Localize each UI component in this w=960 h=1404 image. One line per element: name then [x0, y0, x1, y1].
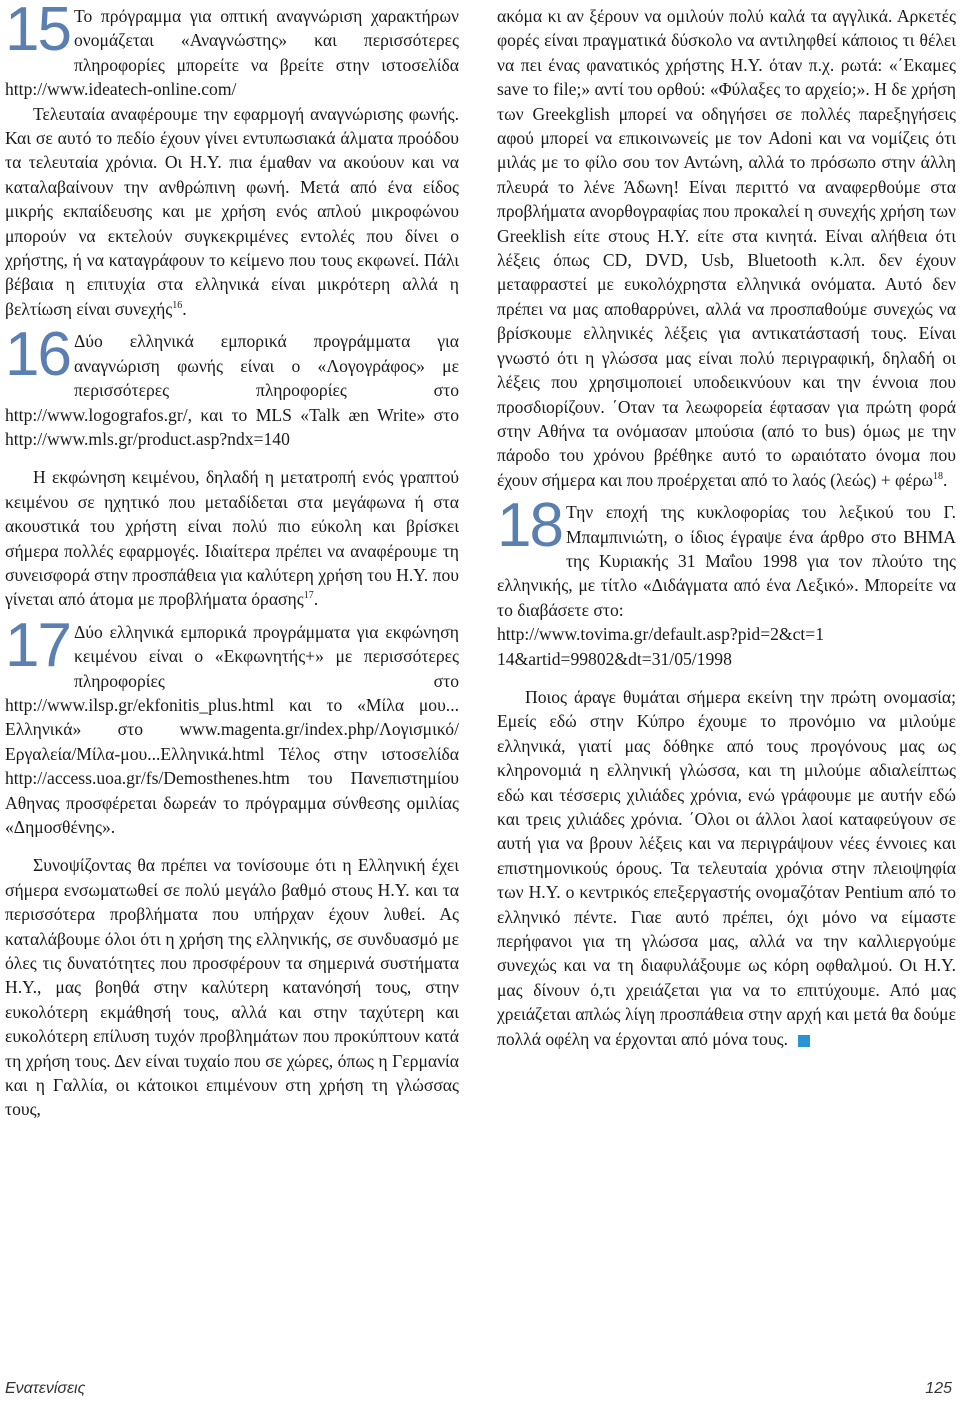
footnote-number: 17 [5, 610, 70, 680]
end-of-article-mark [798, 1035, 810, 1047]
paragraph-text: Συνοψίζοντας θα πρέπει να τονίσουμε ότι η Ελληνική έχει σήμερα ενσωματωθεί σε πολύ μεγάλο βαθμό στους Η.Υ. και τα περισσότερα προβλήματα που υπήρχαν έχουν λυθεί. Ας καταλάβουμε όλοι ότι η χρήση της ελληνικής, σε συνδυασμό με όλες τις δυνατότητες που προσφέρουν τα σημερινά συστήματα Η.Υ., μας βοηθά στην καλύτερη κατανόησή τους, στην ευκολότερη εκμάθησή τους, αλλά και στην ταχύτερη και ευκολότερη επίλυση τυχόν προβλημάτων που προκύπτουν κατά τη χρήση τους. Δεν είναι τυχαίο που σε χώρες, όπως η Γερμανία και η Γαλλία, οι κάτοικοι επιμένουν στη χρήση τη γλώσσας τους, [5, 855, 459, 1120]
footnote-ref: 16 [172, 300, 183, 312]
footnote-17 [5, 610, 459, 840]
paragraph-text: Η εκφώνηση κειμένου, δηλαδή η μετατροπή ενός γραπτού κειμένου σε ηχητικό που μεταδίδεται στα μεγάφωνα ή στα ακουστικά του χρήστη είναι πολύ πιο εύκολη και βρίσκει σήμερα πολλές εφαρμογές. Ιδιαίτερα πρέπει να αναφέρουμε τη συνεισφορά στην προσπάθεια για καλύτερη χρήση του Η.Υ. που γίνεται από άτομα με προβλήματα όρασης [5, 467, 459, 610]
body-paragraph [497, 685, 956, 1051]
footnote-text: Δύο ελληνικά εμπορικά προγράμματα για εκφώνηση κειμένου είναι ο «Εκφωνητής+» με περισσότερες πληροφορίες στο http://www.ilsp.gr/ekfonitis_plus.html και το «Μίλα μου... Ελληνικά» στο www.magenta.gr/index.php/Λογισμικό/Εργαλεία/Μίλα-μου...Ελληνικά.html Τέλος στην ιστοσελίδα http://access.uoa.gr/fs/Demosthenes.htm του Πανεπιστημίου Αθηνας προσφέρεται δωρεάν το πρόγραμμα σύνθεσης ομιλίας «Δημοσθένης». [5, 621, 459, 837]
footnote-text: Την εποχή της κυκλοφορίας του λεξικού του Γ. Μπαμπινιώτη, ο ίδιος έγραψε ένα άρθρο στο ΒΗΜΑ της Κυριακής 31 Μαΐου 1998 για τον πλούτο της ελληνικής, με τίτλο «Διδάγματα από ένα Λεξικό». Μπορείτε να το διαβάσετε στο: [497, 502, 956, 620]
footnote-text: Το πρόγραμμα για οπτική αναγνώριση χαρακτήρων ονομάζεται «Αναγνώστης» και περισσότερες πληροφορίες μπορείτε να βρείτε στην ιστοσελίδα http://www.ideatech-online.com/ [5, 6, 459, 100]
footnote-ref: 17 [303, 590, 314, 602]
footnote-15 [5, 0, 459, 102]
left-column [5, 0, 459, 1122]
publication-title: Ενατενίσεις [5, 1380, 86, 1397]
page-number: 125 [925, 1380, 952, 1397]
right-column [497, 4, 956, 1051]
body-paragraph: Τελευταία αναφέρουμε την εφαρμογή αναγνώρισης φωνής. Και σε αυτό το πεδίο έχουν γίνει εντυπωσιακά άλματα προόδου τα τελευταία χρόνια. Οι Η.Υ. πια έμαθαν να ακούουν και να καταλαβαίνουν την ανθρώπινη φωνή. Μετά από ένα είδος μικρής εκπαίδευσης και με χρήση ενός απλού μικροφώνου μπορούν να εκτελούν συγκεκριμένες εντολές που δίνει ο χρήστης, ή να καταγράφουν το κείμενο που τους εκφωνεί. Πάλι βέβαια η επιτυχία στα ελληνικά είναι μικρότερη αλλά η βελτίωση είναι συνεχής$^{16}$. [5, 103, 459, 319]
paragraph-text: Ποιος άραγε θυμάται σήμερα εκείνη την πρώτη ονομασία; Εμείς εδώ στην Κύπρο έχουμε το προνόμιο να μιλούμε ελληνικά, γιατί μας δόθηκε από τους προγόνους μας ως κληρονομιά η ελληνική γλώσσα, και τη μιλούμε αδιαλείπτως εδώ και τέσσερις χιλιάδες χρόνια, ενώ γράφουμε με αυτήν εδώ και τρεις χιλιάδες χρόνια. ΄Ολοι οι άλλοι λαοί καταφεύγουν σε αυτή για να βρουν λέξεις και να περιγράψουν νέες έννοιες και επιστημονικούς όρους. Τα τελευταία χρόνια στην πλειοψηφία των Η.Υ. ο κεντρικός επεξεργαστής ονομαζόταν Pentium από το ελληνικό πέντε. Γιαε αυτό πρέπει, όχι μόνο να είμαστε περήφανοι για τη γλώσσα μας, αλλά να την καλλιεργούμε συνεχώς και να τη διαφυλάξουμε ως κόρη οφθαλμού. Οι Η.Υ. μας δίνουν ό,τι χρειάζεται για να το επιτύχουμε. Από μας χρειάζεται απλώς λίγη προσπάθεια στην αρχή και μετά θα δούμε πολλά οφέλη να έρχονται από μόνα τους. [497, 686, 956, 1049]
paragraph-text: ακόμα κι αν ξέρουν να ομιλούν πολύ καλά τα αγγλικά. Αρκετές φορές είναι πραγματικά δύσκολο να αντιληφθεί κάποιος τι θέλει να πει ένας φανατικός χρήστης Η.Υ. όταν π.χ. ρωτά: «΄Εκαμες save το file;» αντί του ορθού: «Φύλαξες το αρχείο;». Η δε χρήση των Greekglish μπορεί να οδηγήσει σε πολλές παρεξηγήσεις αφού μπορεί να επικοινωνείς με τον Adoni και να νομίζεις ότι μιλάς με το φίλο σου τον Αντώνη, αλλά το πρόσωπο στην άλλη πλευρά το λένε Άδωνη! Είναι περιττό να αναφερθούμε στα προβλήματα ανορθογραφίας που προκαλεί η συνεχής χρήση των Greeklish είτε στους Η.Υ. είτε στα κινητά. Είναι αλήθεια ότι λέξεις όπως CD, DVD, Usb, Bluetooth κ.λπ. δεν έχουν μεταφραστεί με ευκολόχρηστα ελληνικά ονόματα. Αυτό δεν πρέπει να μας αποθαρρύνει, αλλά να προσπαθούμε συνεχώς να βρίσκουμε ελληνικές λέξεις για αντικατάστασή τους. Είναι γνωστό ότι η γλώσσα μας είναι πολύ περιγραφική, δηλαδή οι λέξεις που χρησιμοποιεί υποδεικνύουν και την έννοια που προσδιορίζουν. ΄Οταν τα λεωφορεία έφτασαν για πρώτη φορά στην Αθήνα τα ονόμασαν μπούσια (από το bus) όμως με την πάροδο του χρόνου βρέθηκε αυτό το ωραιότατο όνομα που έχουν σήμερα και που προέρχεται από το λαός (λεώς) + φέρω [497, 6, 956, 490]
footnote-number: 18 [497, 491, 562, 561]
footnote-18 [497, 491, 956, 671]
footnote-number: 15 [5, 0, 70, 64]
body-paragraph: Η εκφώνηση κειμένου, δηλαδή η μετατροπή ενός γραπτού κειμένου σε ηχητικό που μεταδίδεται στα μεγάφωνα ή στα ακουστικά του χρήστη είναι πολύ πιο εύκολη και βρίσκει σήμερα πολλές εφαρμογές. Ιδιαίτερα πρέπει να αναφέρουμε τη συνεισφορά στην προσπάθεια για καλύτερη χρήση του Η.Υ. που γίνεται από άτομα με προβλήματα όρασης$^{17}$. [5, 467, 459, 610]
footnote-number: 16 [5, 320, 70, 390]
footnote-ref: 18 [932, 470, 943, 482]
footnote-16 [5, 320, 459, 451]
footnote-url[interactable]: http://www.tovima.gr/default.asp?pid=2&ct=1 14&artid=99802&dt=31/05/1998 [497, 624, 825, 669]
body-paragraph [5, 853, 459, 1121]
body-paragraph: ακόμα κι αν ξέρουν να ομιλούν πολύ καλά τα αγγλικά. Αρκετές φορές είναι πραγματικά δύσκολο να αντιληφθεί κάποιος τι θέλει να πει ένας φανατικός χρήστης Η.Υ. όταν π.χ. ρωτά: «΄Εκαμες save το file;» αντί του ορθού: «Φύλαξες το αρχείο;». Η δε χρήση των Greekglish μπορεί να οδηγήσει σε πολλές παρεξηγήσεις αφού μπορεί να επικοινωνείς με τον Adoni και να νομίζεις ότι μιλάς με το φίλο σου τον Αντώνη, αλλά το πρόσωπο στην άλλη πλευρά το λένε Άδωνη! Είναι περιττό να αναφερθούμε στα προβλήματα ανορθογραφίας που προκαλεί η συνεχής χρήση των Greeklish είτε στους Η.Υ. είτε στα κινητά. Είναι αλήθεια ότι λέξεις όπως CD, DVD, Usb, Bluetooth κ.λπ. δεν έχουν μεταφραστεί με ευκολόχρηστα ελληνικά ονόματα. Αυτό δεν πρέπει να μας αποθαρρύνει, αλλά να προσπαθούμε συνεχώς να βρίσκουμε ελληνικές λέξεις για αντικατάστασή τους. Είναι γνωστό ότι η γλώσσα μας είναι πολύ περιγραφική, δηλαδή οι λέξεις που χρησιμοποιεί υποδεικνύουν και την έννοια που προσδιορίζουν. ΄Οταν τα λεωφορεία έφτασαν για πρώτη φορά στην Αθήνα τα ονόμασαν μπούσια (από το bus) όμως με την πάροδο του χρόνου βρέθηκε αυτό το ωραιότατο όνομα που έχουν σήμερα και που προέρχεται από το λαός (λεώς) + φέρω$^{18}$. [497, 6, 956, 490]
paragraph-text: Τελευταία αναφέρουμε την εφαρμογή αναγνώρισης φωνής. Και σε αυτό το πεδίο έχουν γίνει εντυπωσιακά άλματα προόδου τα τελευταία χρόνια. Οι Η.Υ. πια έμαθαν να ακούουν και να καταλαβαίνουν την ανθρώπινη φωνή. Μετά από ένα είδος μικρής εκπαίδευσης και με χρήση ενός απλού μικροφώνου μπορούν να εκτελούν συγκεκριμένες εντολές που δίνει ο χρήστης, ή να καταγράφουν το κείμενο που τους εκφωνεί. Πάλι βέβαια η επιτυχία στα ελληνικά είναι μικρότερη αλλά η βελτίωση είναι συνεχής [5, 103, 459, 319]
footnote-text: Δύο ελληνικά εμπορικά προγράμματα για αναγνώριση φωνής είναι ο «Λογογράφος» με περισσότερες πληροφορίες στο http://www.logografos.gr/, και το MLS «Talk æn Write» στο http://www.mls.gr/product.asp?ndx=140 [5, 331, 459, 449]
